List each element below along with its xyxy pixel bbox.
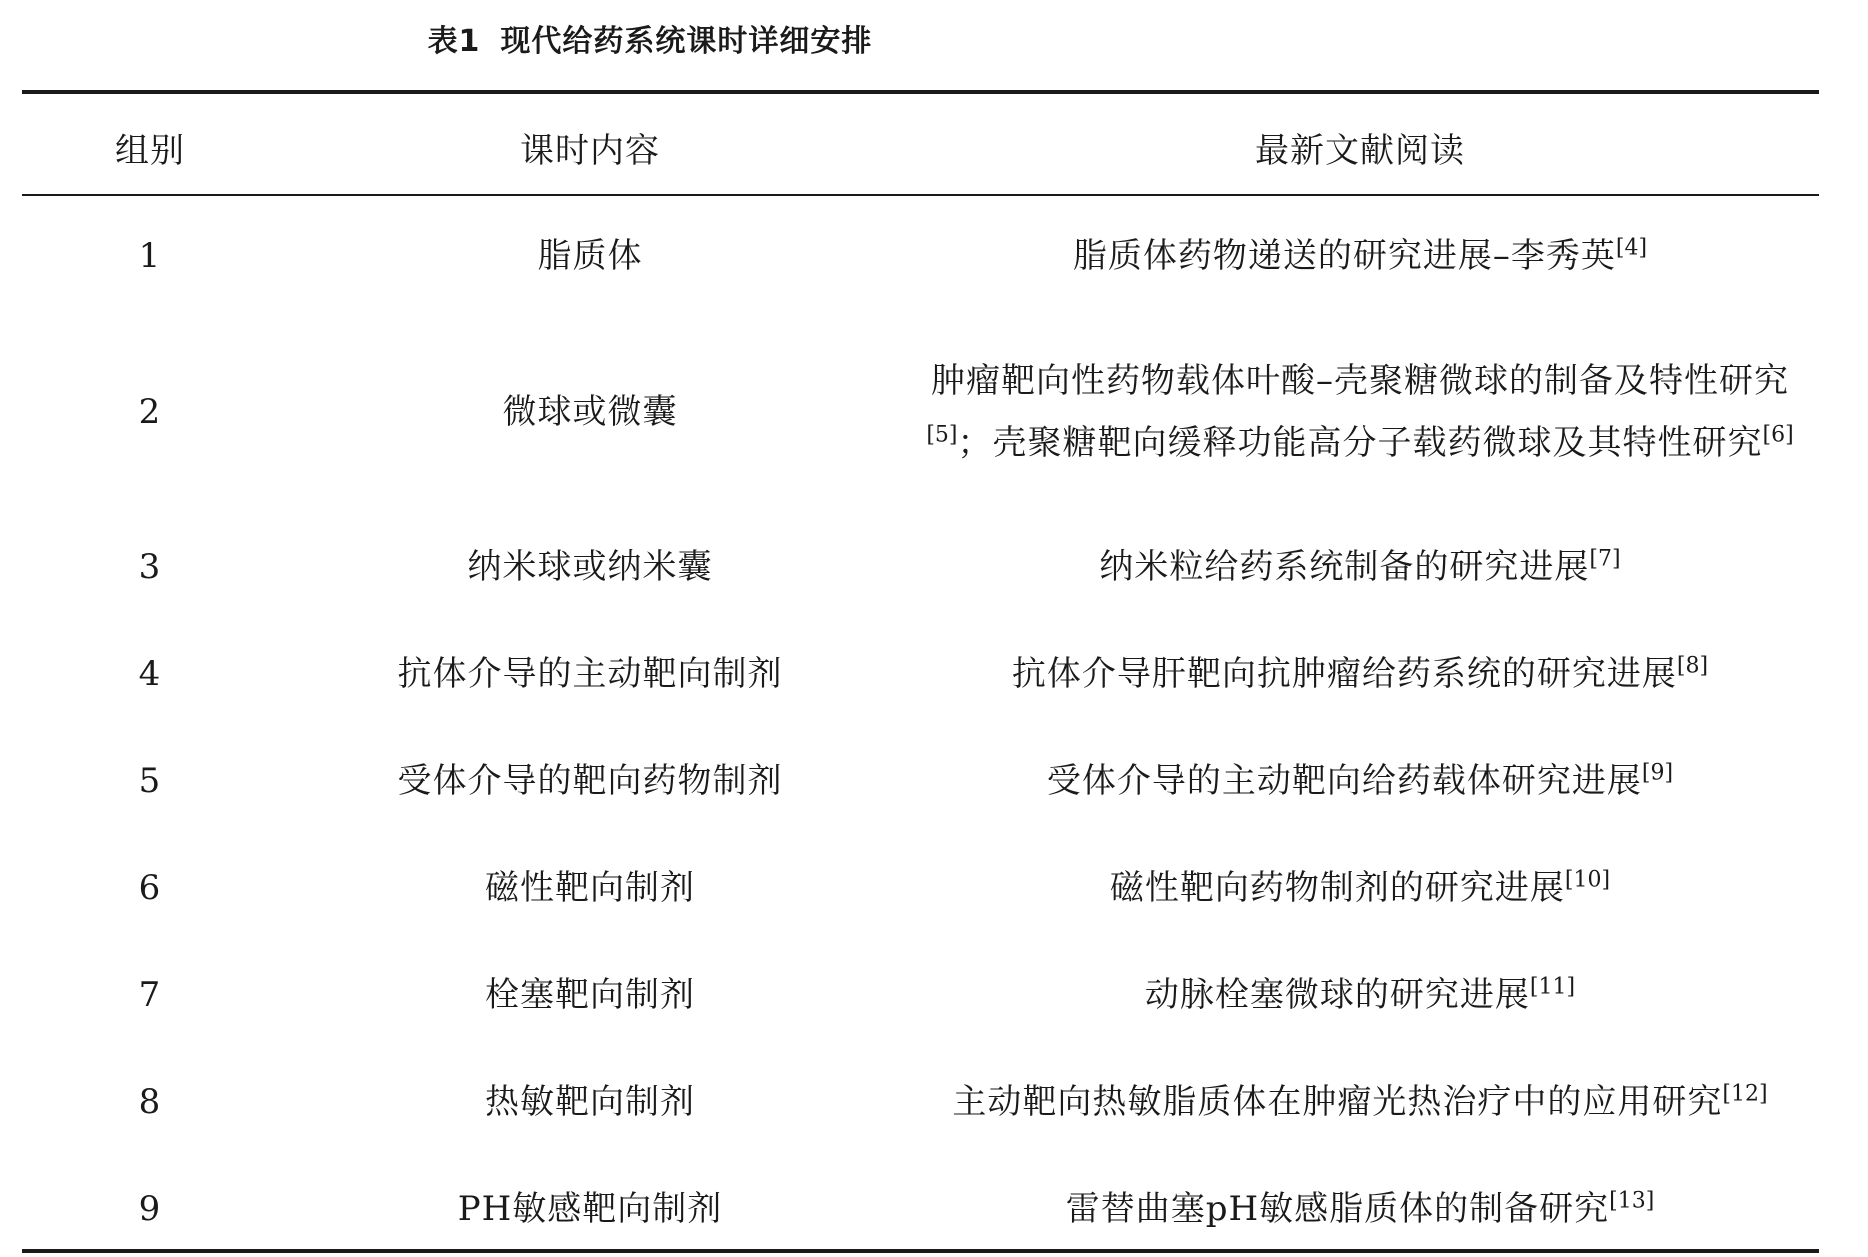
reading-text [900,350,1820,474]
reference-marker: [5] [926,422,958,448]
cell-reading [900,964,1820,1026]
cell-group: 3 [138,547,162,587]
reading-title: 肿瘤靶向性药物载体叶酸–壳聚糖微球的制备及特性研究 [931,361,1789,401]
cell-content: 磁性靶向制剂 [485,868,695,908]
cell-group: 4 [138,654,162,694]
cell-reading [900,1178,1820,1240]
cell-group: 1 [138,236,162,276]
reference-marker: [10] [1564,867,1611,893]
reading-title: 纳米粒给药系统制备的研究进展 [1099,547,1590,587]
reading-text [1145,964,1575,1026]
reading-text [1012,643,1708,705]
top-rule [22,90,1819,94]
reading-title: ；壳聚糖靶向缓释功能高分子载药微球及其特性研究 [957,423,1763,463]
reference-marker: [11] [1529,974,1576,1000]
cell-content: PH敏感靶向制剂 [457,1189,723,1229]
reference-marker: [12] [1722,1081,1768,1107]
cell-reading [900,1071,1820,1133]
cell-group: 7 [138,975,162,1015]
cell-content: 热敏靶向制剂 [485,1082,695,1122]
cell-group: 5 [138,761,162,801]
cell-group: 6 [138,868,162,908]
cell-group: 2 [138,392,162,432]
header-reading: 最新文献阅读 [1255,131,1465,171]
cell-reading [900,857,1820,919]
cell-content: 脂质体 [537,236,643,276]
header-rule [22,194,1819,196]
cell-group: 9 [138,1189,162,1229]
reading-text [1073,225,1647,287]
reference-marker: [13] [1609,1188,1655,1214]
reading-text [1066,1178,1655,1240]
bottom-rule [22,1249,1819,1253]
cell-group: 8 [138,1082,162,1122]
table-number: 表1 [427,24,481,59]
cell-content: 受体介导的靶向药物制剂 [397,761,783,801]
cell-reading [900,319,1820,505]
reading-title: 抗体介导肝靶向抗肿瘤给药系统的研究进展 [1011,654,1677,694]
reference-marker: [8] [1676,653,1709,679]
cell-content: 微球或微囊 [502,392,678,432]
cell-reading [900,750,1820,812]
cell-content: 抗体介导的主动靶向制剂 [397,654,783,694]
reading-title: 雷替曲塞pH敏感脂质体的制备研究 [1065,1189,1610,1229]
reading-text [1047,750,1673,812]
cell-reading [900,225,1820,287]
reading-text [952,1071,1767,1133]
cell-content: 纳米球或纳米囊 [467,547,713,587]
reading-title: 主动靶向热敏脂质体在肿瘤光热治疗中的应用研究 [952,1082,1723,1122]
reference-marker: [6] [1762,422,1794,448]
cell-reading [900,643,1820,705]
reading-title: 受体介导的主动靶向给药载体研究进展 [1046,761,1642,801]
table-title: 现代给药系统课时详细安排 [500,24,873,59]
cell-content: 栓塞靶向制剂 [485,975,695,1015]
header-content: 课时内容 [520,131,660,171]
reading-title: 磁性靶向药物制剂的研究进展 [1109,868,1565,908]
table-caption [0,18,1300,66]
reference-marker: [4] [1615,235,1648,261]
reference-marker: [7] [1589,546,1621,572]
reading-text [1099,536,1620,598]
cell-reading [900,536,1820,598]
reading-title: 脂质体药物递送的研究进展–李秀英 [1072,236,1616,276]
header-group: 组别 [115,131,185,171]
reading-text [1110,857,1610,919]
reading-title: 动脉栓塞微球的研究进展 [1144,975,1530,1015]
reference-marker: [9] [1641,760,1674,786]
